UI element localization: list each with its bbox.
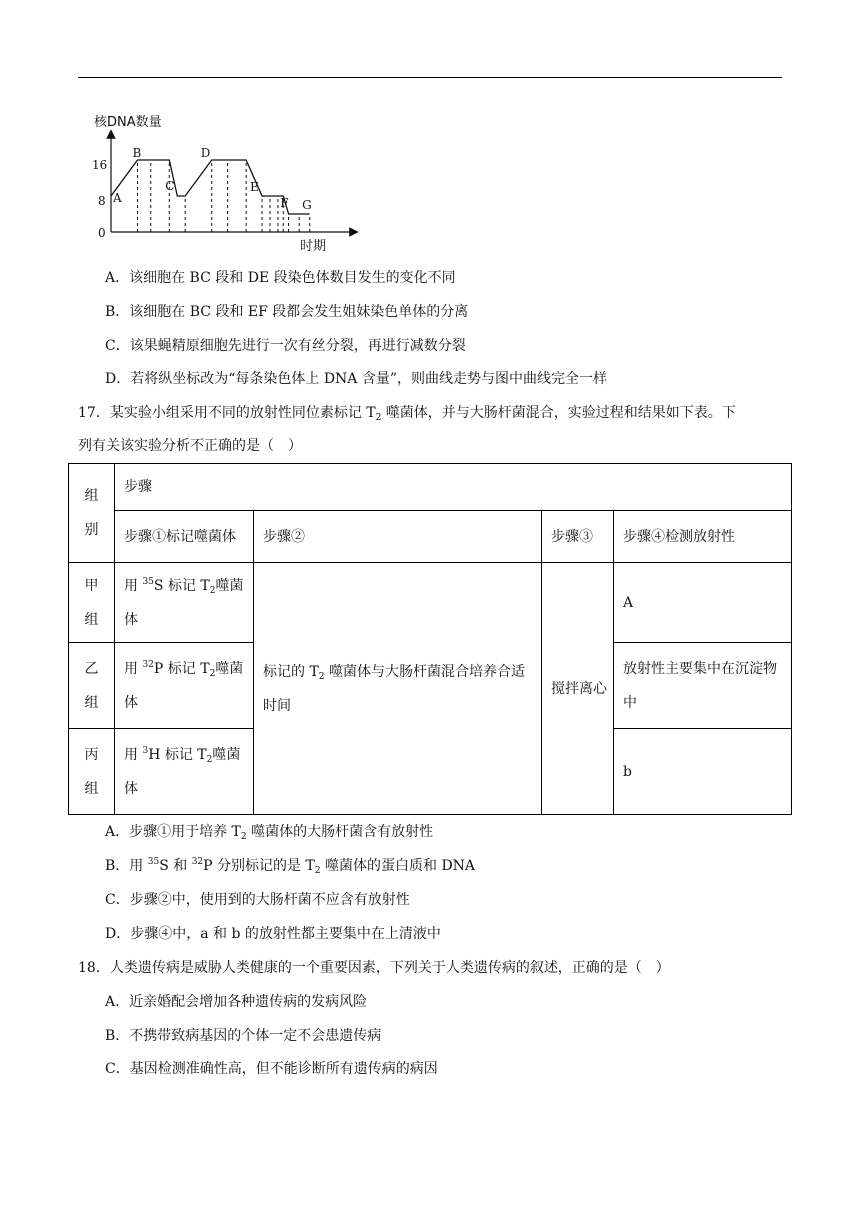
step4-result-cell: 放射性主要集中在沉淀物中: [614, 643, 792, 729]
q17-stem-line2: 列有关该实验分析不正确的是（ ）: [78, 438, 302, 454]
point-label: F: [280, 196, 289, 210]
step4-header: 步骤④检测放射性: [614, 511, 792, 563]
q17-option-b: B．用 $^{35}$S 和 $^{32}$P 分别标记的是 $T_2$ 噬菌体的蛋白质和 DNA: [105, 857, 476, 876]
step1-header: 步骤①标记噬菌体: [115, 511, 254, 563]
q17-option-c: C．步骤②中，使用到的大肠杆菌不应含有放射性: [105, 892, 410, 908]
point-label: E: [250, 180, 259, 194]
q16-option-b: B．该细胞在 BC 段和 EF 段都会发生姐妹染色单体的分离: [105, 304, 469, 320]
y-axis-label: 核DNA数量: [94, 115, 162, 130]
x-axis-label: 时期: [300, 239, 327, 254]
point-labels: [112, 146, 312, 212]
step4-result-cell: b: [614, 729, 792, 815]
q17-option-d: D．步骤④中，a 和 b 的放射性都主要集中在上清液中: [105, 926, 441, 942]
y-tick-label: 0: [98, 226, 106, 240]
q18-option-a: A．近亲婚配会增加各种遗传病的发病风险: [105, 994, 368, 1010]
group-label: 乙组: [69, 643, 115, 729]
step3-header: 步骤③: [542, 511, 614, 563]
step3-cell: 搅拌离心: [542, 563, 614, 815]
point-label: B: [132, 146, 142, 160]
dna-content-chart: [92, 108, 372, 258]
q18-stem: 18．人类遗传病是威胁人类健康的一个重要因素，下列关于人类遗传病的叙述，正确的是（ ）: [78, 960, 670, 976]
q18-option-b: B．不携带致病基因的个体一定不会患遗传病: [105, 1028, 382, 1044]
q16-option-c: C．该果蝇精原细胞先进行一次有丝分裂，再进行减数分裂: [105, 338, 466, 354]
step2-cell: 标记的 $T_2$ 噬菌体与大肠杆菌混合培养合适时间: [254, 563, 542, 815]
q18-option-c: C．基因检测准确性高，但不能诊断所有遗传病的病因: [105, 1061, 438, 1077]
experiment-table: [68, 463, 792, 815]
step1-cell: 用 $^{35}$S 标记 $T_2$噬菌体: [115, 563, 254, 643]
point-label: G: [302, 198, 312, 212]
group-label: 丙组: [69, 729, 115, 815]
group-header: 组别: [69, 464, 115, 563]
step4-result-cell: A: [614, 563, 792, 643]
steps-header: 步骤: [115, 464, 792, 511]
q17-option-a: A．步骤①用于培养 $T_2$ 噬菌体的大肠杆菌含有放射性: [105, 824, 434, 842]
point-label: D: [200, 146, 211, 160]
step1-cell: 用 $^{32}$P 标记 $T_2$噬菌体: [115, 643, 254, 729]
header-rule: [78, 77, 782, 78]
q17-stem-line1: 17．某实验小组采用不同的放射性同位素标记 $T_2$ 噬菌体，并与大肠杆菌混合，实验过程和结果如下表。下: [78, 405, 736, 423]
q16-option-d: D．若将纵坐标改为“每条染色体上 DNA 含量”，则曲线走势与图中曲线完全一样: [105, 371, 608, 387]
step1-cell: 用 $^3$H 标记 $T_2$噬菌体: [115, 729, 254, 815]
point-label: A: [113, 191, 122, 205]
group-label: 甲组: [69, 563, 115, 643]
y-tick-label: 8: [98, 194, 106, 208]
y-tick-label: 16: [92, 158, 108, 172]
step2-header: 步骤②: [254, 511, 542, 563]
q16-option-a: A．该细胞在 BC 段和 DE 段染色体数目发生的变化不同: [105, 270, 456, 286]
point-label: C: [165, 179, 175, 193]
